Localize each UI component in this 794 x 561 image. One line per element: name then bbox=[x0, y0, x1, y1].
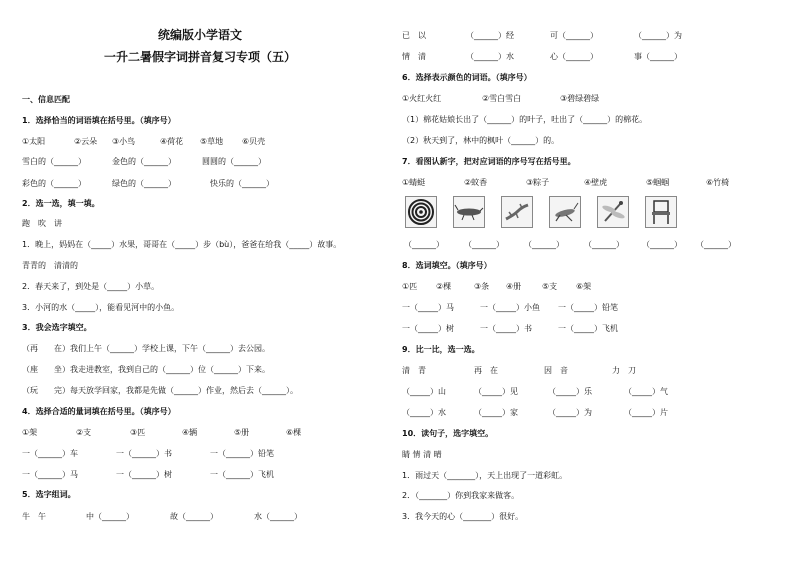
q6-sentence[interactable]: （1）棉花姑娘长出了（______）的叶子，吐出了（______）的棉花。 bbox=[402, 115, 648, 124]
q9-blank[interactable]: （_____）水 bbox=[402, 408, 446, 417]
q4-option: ②支 bbox=[76, 428, 92, 437]
q9-blank[interactable]: （_____）片 bbox=[624, 408, 668, 417]
q4-option: ④辆 bbox=[182, 428, 198, 437]
q4-option: ③匹 bbox=[130, 428, 146, 437]
q6-title: 6．选择表示颜色的词语。（填序号） bbox=[402, 73, 532, 82]
mosquito-coil-picture bbox=[405, 196, 437, 228]
mosquito-coil-icon bbox=[406, 197, 436, 227]
q3-sentence[interactable]: （玩 完）每天放学回家，我都是先做（______）作业，然后去（______）。 bbox=[22, 386, 298, 395]
q8-title: 8．选词填空。（填序号） bbox=[402, 261, 492, 270]
q1-option: ⑤草地 bbox=[200, 137, 224, 146]
q2-sentence[interactable]: 2．春天来了，到处是（_____）小草。 bbox=[22, 282, 160, 291]
q4-blank[interactable]: 一（______）铅笔 bbox=[210, 449, 274, 458]
q1-option: ⑥贝壳 bbox=[242, 137, 266, 146]
q2-word-choices: 跑 吹 讲 bbox=[22, 219, 62, 228]
q10-sentence[interactable]: 2．（_______）你到我家来做客。 bbox=[402, 491, 520, 500]
q5-blank[interactable]: （______）经 bbox=[466, 31, 514, 40]
q9-blank[interactable]: （_____）气 bbox=[624, 387, 668, 396]
q5-blank[interactable]: 心（______） bbox=[550, 52, 598, 61]
q9-blank[interactable]: （_____）山 bbox=[402, 387, 446, 396]
grasshopper-picture bbox=[549, 196, 581, 228]
q4-blank[interactable]: 一（______）飞机 bbox=[210, 470, 274, 479]
q10-word-choices: 睛 情 清 晴 bbox=[402, 450, 442, 459]
q5-char-pair: 牛 午 bbox=[22, 512, 46, 521]
q7-title: 7．看图认新字，把对应词语的序号写在括号里。 bbox=[402, 157, 576, 166]
q5-blank[interactable]: （______）水 bbox=[466, 52, 514, 61]
q7-option: ①蜻蜓 bbox=[402, 178, 426, 187]
q10-sentence[interactable]: 3．我今天的心（_______）很好。 bbox=[402, 512, 524, 521]
q8-blank[interactable]: 一（_____）飞机 bbox=[558, 324, 618, 333]
q4-blank[interactable]: 一（______）书 bbox=[116, 449, 172, 458]
q5-blank[interactable]: 故（______） bbox=[170, 512, 218, 521]
q7-option: ③粽子 bbox=[526, 178, 550, 187]
q4-title: 4．选择合适的量词填在括号里。（填序号） bbox=[22, 407, 176, 416]
q4-blank[interactable]: 一（______）马 bbox=[22, 470, 78, 479]
q1-option: ①太阳 bbox=[22, 137, 46, 146]
q1-option: ③小鸟 bbox=[112, 137, 136, 146]
q8-option: ③条 bbox=[474, 282, 490, 291]
q2-sentence[interactable]: 3．小河的水（_____），能看见河中的小鱼。 bbox=[22, 303, 180, 312]
q1-blank[interactable]: 绿色的（______） bbox=[112, 179, 176, 188]
page-subtitle: 一升二暑假字词拼音复习专项（五） bbox=[103, 50, 296, 64]
q5-blank[interactable]: （______）为 bbox=[634, 31, 682, 40]
q7-option: ⑤蝈蝈 bbox=[646, 178, 670, 187]
gecko-icon bbox=[502, 197, 532, 227]
page-title: 统编版小学语文 bbox=[157, 28, 242, 42]
q1-blank[interactable]: 金色的（______） bbox=[112, 157, 176, 166]
q10-title: 10．读句子，选字填空。 bbox=[402, 429, 494, 438]
q1-option: ②云朵 bbox=[74, 137, 98, 146]
q9-blank[interactable]: （_____）家 bbox=[474, 408, 518, 417]
q1-title: 1．选择恰当的词语填在括号里。（填序号） bbox=[22, 116, 176, 125]
q4-option: ⑥棵 bbox=[286, 428, 302, 437]
bamboo-chair-icon bbox=[646, 197, 676, 227]
q6-option: ②雪白雪白 bbox=[482, 94, 522, 103]
q5-blank[interactable]: 事（______） bbox=[634, 52, 682, 61]
q9-char-pair: 清 青 bbox=[402, 366, 426, 375]
q9-char-pair: 再 在 bbox=[474, 366, 498, 375]
q1-blank[interactable]: 快乐的（______） bbox=[210, 179, 274, 188]
q8-blank[interactable]: 一（_____）树 bbox=[402, 324, 454, 333]
q7-blank[interactable]: （______） bbox=[464, 240, 504, 249]
q10-sentence[interactable]: 1．雨过天（_______），天上出现了一道彩虹。 bbox=[402, 471, 568, 480]
q3-sentence[interactable]: （再 在）我们上午（______）学校上课，下午（______）去公园。 bbox=[22, 344, 270, 353]
q7-blank[interactable]: （______） bbox=[696, 240, 736, 249]
q7-blank[interactable]: （______） bbox=[524, 240, 564, 249]
q8-option: ①匹 bbox=[402, 282, 418, 291]
dragonfly-picture bbox=[597, 196, 629, 228]
q8-blank[interactable]: 一（_____）书 bbox=[480, 324, 532, 333]
q5-blank[interactable]: 中（______） bbox=[86, 512, 134, 521]
q9-blank[interactable]: （_____）为 bbox=[548, 408, 592, 417]
q4-option: ⑤册 bbox=[234, 428, 250, 437]
katydid-picture bbox=[453, 196, 485, 228]
q8-blank[interactable]: 一（_____）马 bbox=[402, 303, 454, 312]
q7-blank[interactable]: （______） bbox=[642, 240, 682, 249]
q4-option: ①架 bbox=[22, 428, 38, 437]
q7-option: ④壁虎 bbox=[584, 178, 608, 187]
dragonfly-icon bbox=[598, 197, 628, 227]
section-heading: 一、信息匹配 bbox=[22, 95, 70, 104]
q5-char-pair: 已 以 bbox=[402, 31, 426, 40]
q8-blank[interactable]: 一（_____）铅笔 bbox=[558, 303, 618, 312]
gecko-picture bbox=[501, 196, 533, 228]
katydid-icon bbox=[454, 197, 484, 227]
q8-option: ⑤支 bbox=[542, 282, 558, 291]
q5-blank[interactable]: 可（______） bbox=[550, 31, 598, 40]
q8-option: ④册 bbox=[506, 282, 522, 291]
q9-char-pair: 力 刀 bbox=[612, 366, 636, 375]
q6-option: ①火红火红 bbox=[402, 94, 442, 103]
q7-blank[interactable]: （______） bbox=[584, 240, 624, 249]
q3-title: 3．我会选字填空。 bbox=[22, 323, 92, 332]
q5-char-pair: 情 清 bbox=[402, 52, 426, 61]
q2-word-choices: 青青的 清清的 bbox=[22, 261, 78, 270]
q5-blank[interactable]: 水（______） bbox=[254, 512, 302, 521]
q8-blank[interactable]: 一（_____）小鱼 bbox=[480, 303, 540, 312]
q2-sentence[interactable]: 1．晚上，妈妈在（_____）水果，哥哥在（_____）步（bù），爸爸在给我（_____）故事。 bbox=[22, 240, 342, 249]
q7-option: ②蚊香 bbox=[464, 178, 488, 187]
q7-blank[interactable]: （______） bbox=[404, 240, 444, 249]
q4-blank[interactable]: 一（______）车 bbox=[22, 449, 78, 458]
q1-blank[interactable]: 圆圆的（______） bbox=[202, 157, 266, 166]
q6-sentence[interactable]: （2）秋天到了，林中的枫叶（______）的。 bbox=[402, 136, 560, 145]
q1-option: ④荷花 bbox=[160, 137, 184, 146]
q9-blank[interactable]: （_____）见 bbox=[474, 387, 518, 396]
q7-option: ⑥竹椅 bbox=[706, 178, 730, 187]
q8-option: ②棵 bbox=[436, 282, 452, 291]
bamboo-chair-picture bbox=[645, 196, 677, 228]
q8-option: ⑥架 bbox=[576, 282, 592, 291]
q6-option: ③碧绿碧绿 bbox=[560, 94, 600, 103]
q1-blank[interactable]: 彩色的（______） bbox=[22, 179, 86, 188]
q1-blank[interactable]: 雪白的（______） bbox=[22, 157, 86, 166]
q4-blank[interactable]: 一（______）树 bbox=[116, 470, 172, 479]
q9-blank[interactable]: （_____）乐 bbox=[548, 387, 592, 396]
q2-title: 2．选一选，填一填。 bbox=[22, 199, 100, 208]
q5-title: 5．选字组词。 bbox=[22, 490, 76, 499]
q3-sentence[interactable]: （座 坐）我走进教室，我到自己的（______）位（______）下来。 bbox=[22, 365, 270, 374]
grasshopper-icon bbox=[550, 197, 580, 227]
q9-title: 9．比一比，选一选。 bbox=[402, 345, 480, 354]
q9-char-pair: 因 音 bbox=[544, 366, 568, 375]
